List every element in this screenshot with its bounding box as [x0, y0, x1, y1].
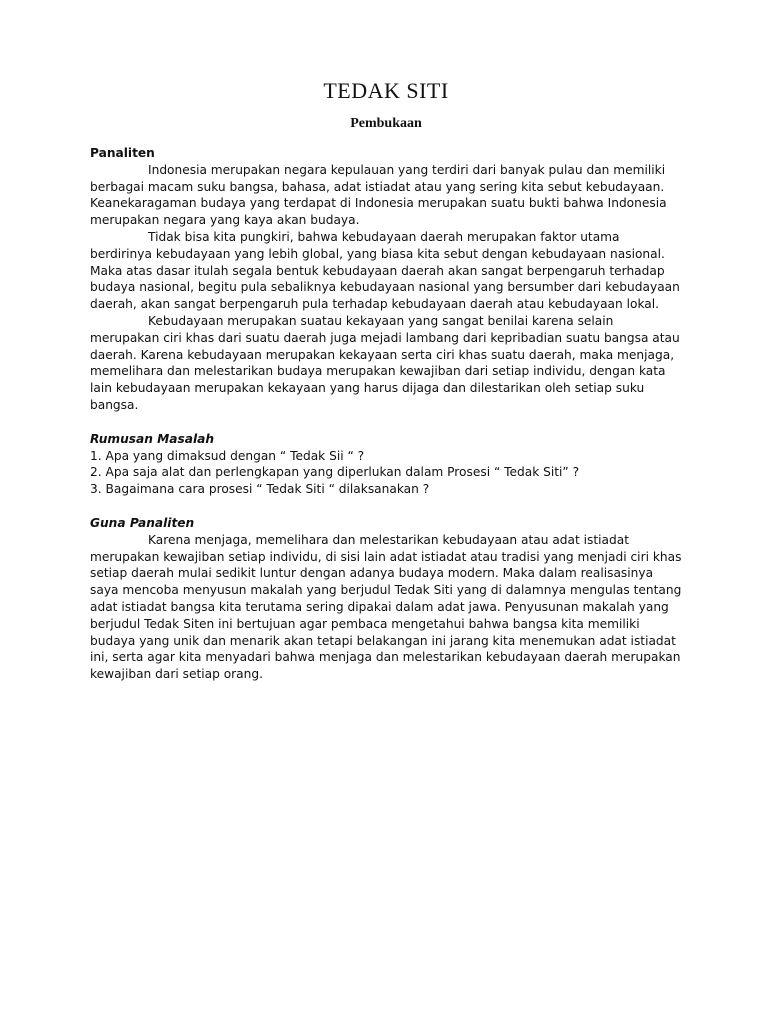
document-page [90, 78, 682, 683]
section-heading-panaliten: Panaliten [90, 146, 155, 160]
paragraph: Karena menjaga, memelihara dan melestarikan kebudayaan atau adat istiadat merupakan kewajiban setiap individu, di sisi lain adat istiadat atau tradisi yang menjadi ciri khas setiap daerah mulai sedikit luntur dengan adanya budaya modern. Maka dalam realisasinya saya mencoba menyusun makalah yang berjudul Tedak Siti yang di dalamnya mengulas tentang adat istiadat bangsa kita terutama sering dipakai dalam adat jawa. Penyusunan makalah yang berjudul Tedak Siten ini bertujuan agar pembaca mengetahui bahwa bangsa kita memiliki budaya yang unik dan menarik akan tetapi belakangan ini jarang kita menemukan adat istiadat ini, serta agar kita menyadari bahwa menjaga dan melestarikan kebudayaan daerah merupakan kewajiban dari setiap orang. [90, 532, 682, 682]
paragraph: Kebudayaan merupakan suatau kekayaan yang sangat benilai karena selain merupakan ciri khas dari suatu daerah juga mejadi lambang dari kepribadian suatu bangsa atau daerah. Karena kebudayaan merupakan kekayaan serta ciri khas suatu daerah, maka menjaga, memelihara dan melestarikan budaya merupakan kewajiban dari setiap individu, dengan kata lain kebudayaan merupakan kekayaan yang harus dijaga dan dilestarikan oleh setiap suku bangsa. [90, 313, 680, 412]
list-item: 1. Apa yang dimaksud dengan “ Tedak Sii “ ? [90, 448, 365, 463]
document-title: TEDAK SITI [323, 78, 449, 103]
section-guna-panaliten [90, 515, 682, 683]
section-spacer [90, 498, 682, 515]
list-item: 3. Bagaimana cara prosesi “ Tedak Siti “ dilaksanakan ? [90, 482, 430, 497]
section-heading-rumusan-masalah: Rumusan Masalah [90, 431, 215, 446]
section-spacer [90, 414, 682, 431]
list-item: 2. Apa saja alat dan perlengkapan yang diperlukan dalam Prosesi “ Tedak Siti” ? [90, 465, 580, 480]
section-heading-guna-panaliten: Guna Panaliten [90, 515, 195, 530]
paragraph: Tidak bisa kita pungkiri, bahwa kebudayaan daerah merupakan faktor utama berdirinya kebudayaan yang lebih global, yang biasa kita sebut dengan kebudayaan nasional. Maka atas dasar itulah segala bentuk kebudayaan daerah akan sangat berpengaruh terhadap budaya nasional, begitu pula sebaliknya kebudayaan nasional yang bersumber dari kebudayaan daerah, akan sangat berpengaruh pula terhadap kebudayaan daerah atau kebudayaan lokal. [90, 229, 680, 312]
paragraph: Indonesia merupakan negara kepulauan yang terdiri dari banyak pulau dan memiliki berbagai macam suku bangsa, bahasa, adat istiadat atau yang sering kita sebut kebudayaan. Keanekaragaman budaya yang terdapat di Indonesia merupakan suatu bukti bahwa Indonesia merupakan negara yang kaya akan budaya. [90, 162, 667, 228]
question-list [90, 448, 682, 498]
document-subtitle: Pembukaan [350, 116, 422, 131]
section-panaliten [90, 145, 682, 414]
section-rumusan-masalah [90, 431, 682, 498]
